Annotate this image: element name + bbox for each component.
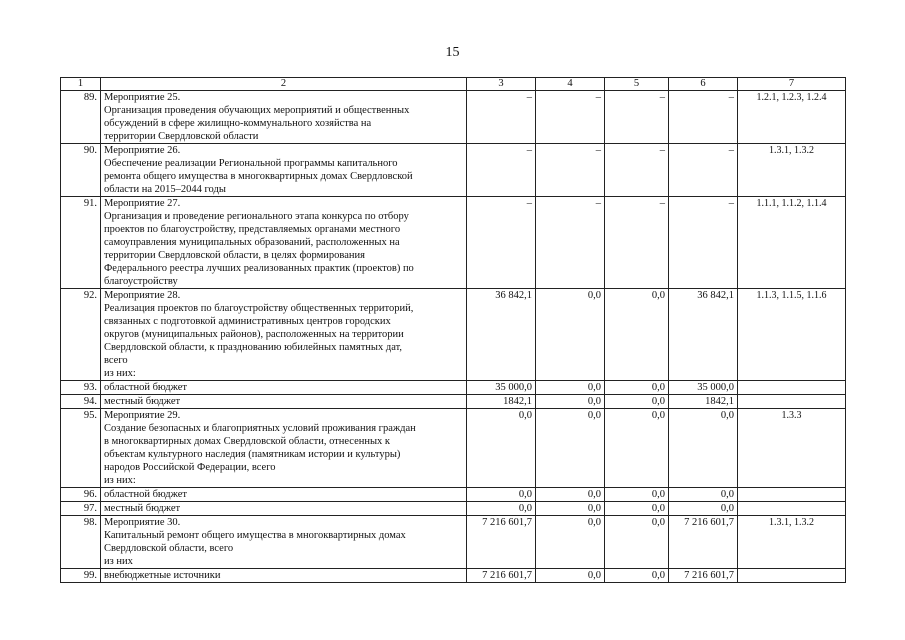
table-row [61,488,846,502]
value-cell-col5: 0,0 [605,569,669,583]
description-line: самоуправления муниципальных образований, расположенных на [104,237,400,248]
row-number-cell: 96. [61,488,101,502]
description-line: ремонта общего имущества в многоквартирных домах Свердловской [104,171,413,182]
table-row [61,516,846,569]
value-cell-col5: 0,0 [605,409,669,488]
description-line: всего [104,355,128,366]
description-cell [101,409,467,488]
description-cell [101,381,467,395]
value-cell-col4: 0,0 [536,516,605,569]
value-cell-col3: 0,0 [467,409,536,488]
description-line: Мероприятие 27. [104,198,181,209]
row-number-cell: 95. [61,409,101,488]
description-line: Мероприятие 26. [104,145,181,156]
description-line: Организация проведения обучающих мероприятий и общественных [104,105,410,116]
header-cell: 1 [61,78,101,91]
target-indicators-cell [738,502,846,516]
value-cell-col6: – [669,197,738,289]
value-cell-col3: – [467,144,536,197]
description-line: областной бюджет [104,382,187,393]
target-indicators-cell: 1.1.3, 1.1.5, 1.1.6 [738,289,846,381]
description-line: Организация и проведение регионального этапа конкурса по отбору [104,211,409,222]
description-line: из них: [104,368,136,379]
value-cell-col6: – [669,91,738,144]
description-line: благоустройству [104,276,178,287]
description-line: Обеспечение реализации Региональной программы капитального [104,158,398,169]
description-line: Создание безопасных и благоприятных условий проживания граждан [104,423,416,434]
description-line: связанных с подготовкой административных центров городских [104,316,391,327]
description-line: внебюджетные источники [104,570,221,581]
value-cell-col6: 0,0 [669,409,738,488]
target-indicators-cell [738,488,846,502]
row-number-cell: 91. [61,197,101,289]
description-line: Мероприятие 29. [104,410,181,421]
row-number-cell: 97. [61,502,101,516]
description-line: Федерального реестра лучших реализованных практик (проектов) по [104,263,414,274]
value-cell-col6: 35 000,0 [669,381,738,395]
value-cell-col5: 0,0 [605,381,669,395]
target-indicators-cell: 1.1.1, 1.1.2, 1.1.4 [738,197,846,289]
description-cell [101,289,467,381]
value-cell-col4: 0,0 [536,289,605,381]
description-line: Мероприятие 25. [104,92,181,103]
value-cell-col5: 0,0 [605,395,669,409]
page-number: 15 [445,45,460,60]
target-indicators-cell: 1.3.1, 1.3.2 [738,516,846,569]
value-cell-col6: 7 216 601,7 [669,516,738,569]
description-line: области на 2015–2044 годы [104,184,226,195]
description-line: из них [104,556,133,567]
description-line: Мероприятие 28. [104,290,181,301]
table-row [61,409,846,488]
table-body [61,91,846,583]
header-cell: 7 [738,78,846,91]
description-line: территории Свердловской области [104,131,259,142]
row-number-cell: 99. [61,569,101,583]
value-cell-col4: 0,0 [536,569,605,583]
row-number-cell: 90. [61,144,101,197]
value-cell-col3: 0,0 [467,488,536,502]
table-row [61,502,846,516]
description-line: местный бюджет [104,396,181,407]
target-indicators-cell: 1.3.1, 1.3.2 [738,144,846,197]
description-line: из них: [104,475,136,486]
description-cell [101,502,467,516]
value-cell-col6: 36 842,1 [669,289,738,381]
value-cell-col3: 7 216 601,7 [467,516,536,569]
table-row [61,91,846,144]
description-cell [101,91,467,144]
table-row [61,289,846,381]
row-number-cell: 94. [61,395,101,409]
description-line: местный бюджет [104,503,181,514]
description-line: Мероприятие 30. [104,517,181,528]
table-row [61,569,846,583]
value-cell-col6: 7 216 601,7 [669,569,738,583]
target-indicators-cell [738,381,846,395]
header-row [61,78,846,91]
value-cell-col5: 0,0 [605,502,669,516]
row-number-cell: 89. [61,91,101,144]
program-table [60,77,846,583]
description-line: областной бюджет [104,489,187,500]
description-line: Реализация проектов по благоустройству общественных территорий, [104,303,414,314]
value-cell-col3: 36 842,1 [467,289,536,381]
description-cell [101,516,467,569]
description-cell [101,197,467,289]
target-indicators-cell [738,395,846,409]
value-cell-col3: 0,0 [467,502,536,516]
value-cell-col3: 35 000,0 [467,381,536,395]
value-cell-col5: 0,0 [605,516,669,569]
description-line: Свердловской области, к празднованию юбилейных памятных дат, [104,342,403,353]
row-number-cell: 92. [61,289,101,381]
value-cell-col3: 1842,1 [467,395,536,409]
value-cell-col6: 1842,1 [669,395,738,409]
value-cell-col6: 0,0 [669,502,738,516]
description-cell [101,488,467,502]
description-cell [101,395,467,409]
description-line: народов Российской Федерации, всего [104,462,276,473]
value-cell-col5: – [605,197,669,289]
header-cell: 3 [467,78,536,91]
value-cell-col5: 0,0 [605,289,669,381]
value-cell-col3: – [467,91,536,144]
value-cell-col3: 7 216 601,7 [467,569,536,583]
value-cell-col4: 0,0 [536,488,605,502]
table-row [61,144,846,197]
value-cell-col4: – [536,144,605,197]
header-cell: 4 [536,78,605,91]
table-row [61,395,846,409]
value-cell-col4: – [536,197,605,289]
target-indicators-cell [738,569,846,583]
header-cell: 6 [669,78,738,91]
value-cell-col6: 0,0 [669,488,738,502]
table-row [61,381,846,395]
header-cell: 5 [605,78,669,91]
table-row [61,197,846,289]
value-cell-col4: 0,0 [536,502,605,516]
value-cell-col6: – [669,144,738,197]
description-line: Капитальный ремонт общего имущества в многоквартирных домах [104,530,406,541]
description-line: Свердловской области, всего [104,543,234,554]
value-cell-col4: 0,0 [536,395,605,409]
target-indicators-cell: 1.3.3 [738,409,846,488]
description-line: обсуждений в сфере жилищно-коммунального хозяйства на [104,118,372,129]
value-cell-col4: 0,0 [536,409,605,488]
value-cell-col4: 0,0 [536,381,605,395]
value-cell-col5: – [605,91,669,144]
description-cell [101,569,467,583]
value-cell-col3: – [467,197,536,289]
value-cell-col4: – [536,91,605,144]
description-line: в многоквартирных домах Свердловской области, отнесенных к [104,436,391,447]
row-number-cell: 93. [61,381,101,395]
description-line: округов (муниципальных районов), расположенных на территории [104,329,404,340]
description-cell [101,144,467,197]
value-cell-col5: 0,0 [605,488,669,502]
description-line: территории Свердловской области, в целях формирования [104,250,365,261]
value-cell-col5: – [605,144,669,197]
row-number-cell: 98. [61,516,101,569]
header-cell: 2 [101,78,467,91]
target-indicators-cell: 1.2.1, 1.2.3, 1.2.4 [738,91,846,144]
description-line: проектов по благоустройству, представляемых органами местного [104,224,401,235]
description-line: объектам культурного наследия (памятникам истории и культуры) [104,449,401,460]
